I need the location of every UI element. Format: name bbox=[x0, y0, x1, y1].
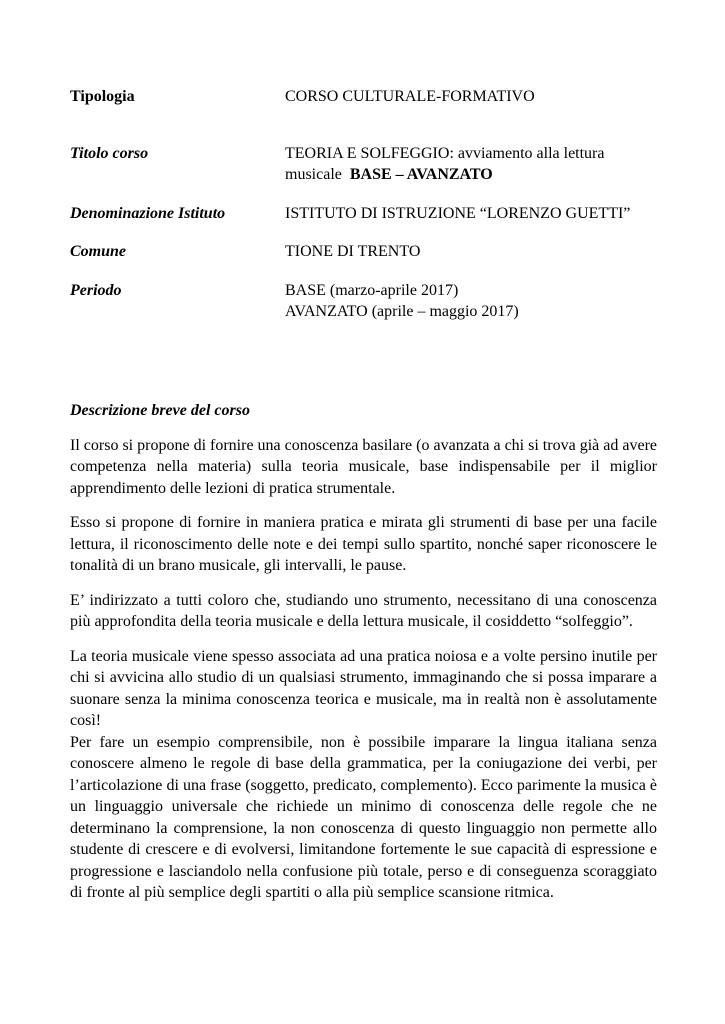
periodo-value bbox=[285, 280, 657, 323]
description-paragraph: Il corso si propone di fornire una conoscenza basilare (o avanzata a chi si trova già ad avere competenza nella materia) sulla teoria musicale, base indispensabile per il miglior apprendimento delle lezioni di pratica strumentale. bbox=[70, 436, 657, 497]
description-paragraph: La teoria musicale viene spesso associata ad una pratica noiosa e a volte persino inutile per chi si avvicina allo studio di un qualsiasi strumento, immaginando che si possa imparare a suonare senza la minima conoscenza teorica e musicale, ma in realtà non è assolutamente così! bbox=[70, 647, 657, 729]
periodo-line2: AVANZATO (aprile – maggio 2017) bbox=[285, 303, 519, 320]
periodo-row bbox=[70, 280, 657, 323]
description-paragraph: Per fare un esempio comprensibile, non è possibile imparare la lingua italiana senza conoscere almeno le regole di base della grammatica, per la coniugazione dei verbi, per l’articolazione di una frase (soggetto, predicato, complemento). Ecco parimente la musica è un linguaggio universale che richiede un minimo di conoscenza delle regole che ne determinano la comprensione, la non conoscenza di questo linguaggio non permette allo studente di crescere e di evolversi, limitandone fortemente le sue capacità di espressione e progressione e lasciandolo nella confusione più totale, perso e di conseguenza scoraggiato di fronte al più semplice degli spartiti o alla più semplice scansione ritmica. bbox=[70, 733, 657, 901]
titolo-line2-prefix: musicale bbox=[285, 166, 342, 183]
description-title: Descrizione breve del corso bbox=[70, 402, 250, 419]
istituto-row bbox=[70, 203, 657, 225]
document-page bbox=[70, 0, 657, 1024]
course-info-table bbox=[70, 86, 657, 323]
periodo-label: Periodo bbox=[70, 281, 122, 299]
tipologia-value: CORSO CULTURALE-FORMATIVO bbox=[285, 88, 535, 105]
istituto-label: Denominazione Istituto bbox=[70, 204, 226, 222]
periodo-line1: BASE (marzo-aprile 2017) bbox=[285, 281, 459, 299]
istituto-value: ISTITUTO DI ISTRUZIONE “LORENZO GUETTI” bbox=[285, 204, 631, 222]
description-paragraph: E’ indirizzato a tutti coloro che, studiando uno strumento, necessitano di una conoscenza più approfondita della teoria musicale e della lettura musicale, il cosiddetto “solfeggio”. bbox=[70, 591, 657, 630]
comune-row bbox=[70, 241, 657, 263]
tipologia-label: Tipologia bbox=[70, 88, 135, 105]
titolo-row bbox=[70, 143, 657, 186]
titolo-line1: TEORIA E SOLFEGGIO: avviamento alla lettura bbox=[285, 144, 605, 162]
titolo-label: Titolo corso bbox=[70, 144, 149, 162]
titolo-value bbox=[285, 143, 657, 186]
description-paragraph: Esso si propone di fornire in maniera pratica e mirata gli strumenti di base per una facile lettura, il riconoscimento delle note e dei tempi sullo spartito, nonché saper riconoscere le tonalità di un brano musicale, gli intervalli, le pause. bbox=[70, 514, 657, 574]
comune-value: TIONE DI TRENTO bbox=[285, 243, 421, 260]
course-description bbox=[70, 400, 657, 917]
titolo-line2 bbox=[285, 164, 657, 186]
comune-label: Comune bbox=[70, 243, 127, 260]
titolo-level: BASE – AVANZATO bbox=[349, 166, 493, 183]
tipologia-row bbox=[70, 86, 657, 108]
